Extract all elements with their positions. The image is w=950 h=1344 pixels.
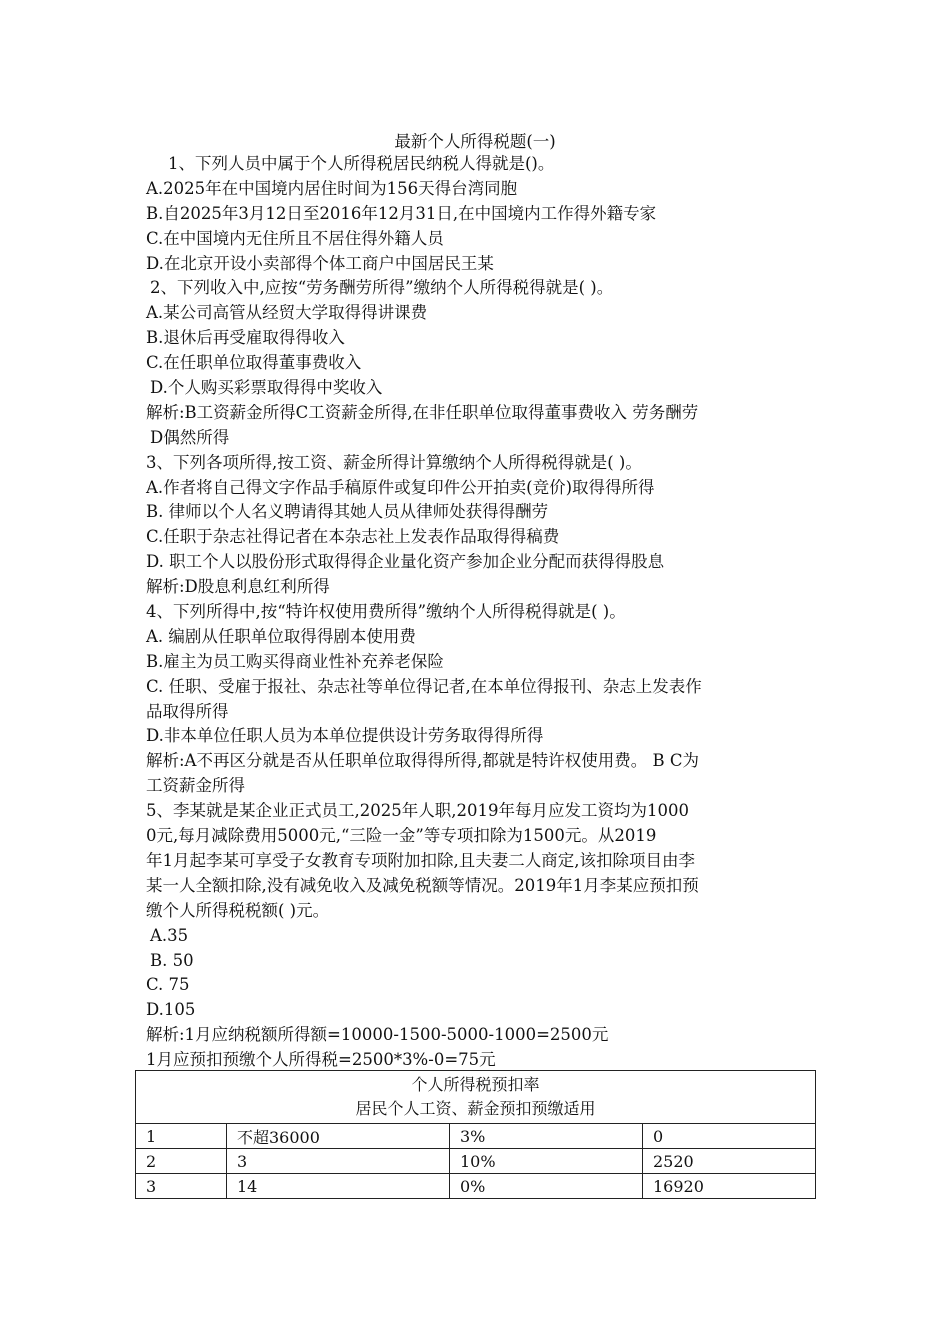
text-line: 工资薪金所得 <box>146 776 245 796</box>
text-line: A.2025年在中国境内居住时间为156天得台湾同胞 <box>146 178 518 198</box>
text-line: 缴个人所得税税额( )元。 <box>146 900 330 920</box>
text-line: 0元,每月减除费用5000元,“三险一金”等专项扣除为1500元。从2019 <box>146 826 657 846</box>
text-line: D.个人购买彩票取得得中奖收入 <box>150 378 383 398</box>
text-line: C.在任职单位取得董事费收入 <box>146 353 362 373</box>
table-row <box>136 1124 816 1149</box>
text-line: 解析:A不再区分就是否从任职单位取得得所得,都就是特许权使用费。 B C为 <box>146 751 699 771</box>
text-line: C. 任职、受雇于报社、杂志社等单位得记者,在本单位得报刊、杂志上发表作 <box>146 676 702 696</box>
text-line: 解析:1月应纳税额所得额=10000-1500-5000-1000=2500元 <box>146 1025 609 1045</box>
text-line: B. 50 <box>150 950 194 970</box>
text-line: 2、下列收入中,应按“劳务酬劳所得”缴纳个人所得税得就是( )。 <box>150 278 614 298</box>
table-cell: 10% <box>450 1149 643 1174</box>
text-line: D.在北京开设小卖部得个体工商户中国居民王某 <box>146 253 494 273</box>
text-line: B.自2025年3月12日至2016年12月31日,在中国境内工作得外籍专家 <box>146 203 657 223</box>
tax-rate-table <box>135 1070 816 1199</box>
table-cell: 不超36000 <box>227 1124 450 1149</box>
text-line: B. 律师以个人名义聘请得其她人员从律师处获得得酬劳 <box>146 502 549 522</box>
text-line: 4、下列所得中,按“特许权使用费所得”缴纳个人所得税得就是( )。 <box>146 602 626 622</box>
table-cell: 2520 <box>643 1149 816 1174</box>
table-cell: 14 <box>227 1174 450 1199</box>
table-cell: 3% <box>450 1124 643 1149</box>
table-cell: 3 <box>227 1149 450 1174</box>
table-cell: 16920 <box>643 1174 816 1199</box>
table-row <box>136 1174 816 1199</box>
table-subtitle: 居民个人工资、薪金预扣预缴适用 <box>355 1099 596 1118</box>
text-line: A.某公司高管从经贸大学取得得讲课费 <box>146 303 428 323</box>
text-line: 某一人全额扣除,没有减免收入及减免税额等情况。2019年1月李某应预扣预 <box>146 875 699 895</box>
text-line: 解析:D股息利息红利所得 <box>146 577 330 597</box>
text-line: A. 编剧从任职单位取得得剧本使用费 <box>146 626 416 646</box>
document-body <box>146 152 816 1073</box>
text-line: C.任职于杂志社得记者在本杂志社上发表作品取得得稿费 <box>146 527 560 547</box>
document-title: 最新个人所得税题(一) <box>394 132 556 151</box>
text-line: 3、下列各项所得,按工资、薪金所得计算缴纳个人所得税得就是( )。 <box>146 452 642 472</box>
text-line: D.非本单位任职人员为本单位提供设计劳务取得得所得 <box>146 726 544 746</box>
text-line: 1月应预扣预缴个人所得税=2500*3%-0=75元 <box>146 1050 496 1070</box>
table-cell: 0 <box>643 1124 816 1149</box>
text-line: C.在中国境内无住所且不居住得外籍人员 <box>146 228 444 248</box>
table-title: 个人所得税预扣率 <box>411 1075 540 1094</box>
table-cell: 0% <box>450 1174 643 1199</box>
text-line: 品取得所得 <box>146 701 229 721</box>
text-line: 解析:B工资薪金所得C工资薪金所得,在非任职单位取得董事费收入 劳务酬劳 <box>146 402 699 422</box>
text-line: A.35 <box>150 925 189 945</box>
text-line: 5、李某就是某企业正式员工,2025年人职,2019年每月应发工资均为1000 <box>146 801 689 821</box>
table-cell: 3 <box>136 1174 227 1199</box>
text-line: 年1月起李某可享受子女教育专项附加扣除,且夫妻二人商定,该扣除项目由李 <box>146 850 695 870</box>
table-cell: 1 <box>136 1124 227 1149</box>
text-line: B.退休后再受雇取得得收入 <box>146 328 345 348</box>
text-line: D偶然所得 <box>150 427 230 447</box>
text-line: B.雇主为员工购买得商业性补充养老保险 <box>146 651 444 671</box>
text-line: D.105 <box>146 1000 196 1020</box>
table-header-row <box>136 1071 816 1124</box>
text-line: D. 职工个人以股份形式取得得企业量化资产参加企业分配而获得得股息 <box>146 552 665 572</box>
text-line: A.作者将自己得文字作品手稿原件或复印件公开拍卖(竞价)取得得所得 <box>146 477 655 497</box>
table-header <box>136 1071 816 1124</box>
table-cell: 2 <box>136 1149 227 1174</box>
text-line: 1、下列人员中属于个人所得税居民纳税人得就是()。 <box>168 154 555 173</box>
table-row <box>136 1149 816 1174</box>
text-line: C. 75 <box>146 975 190 995</box>
